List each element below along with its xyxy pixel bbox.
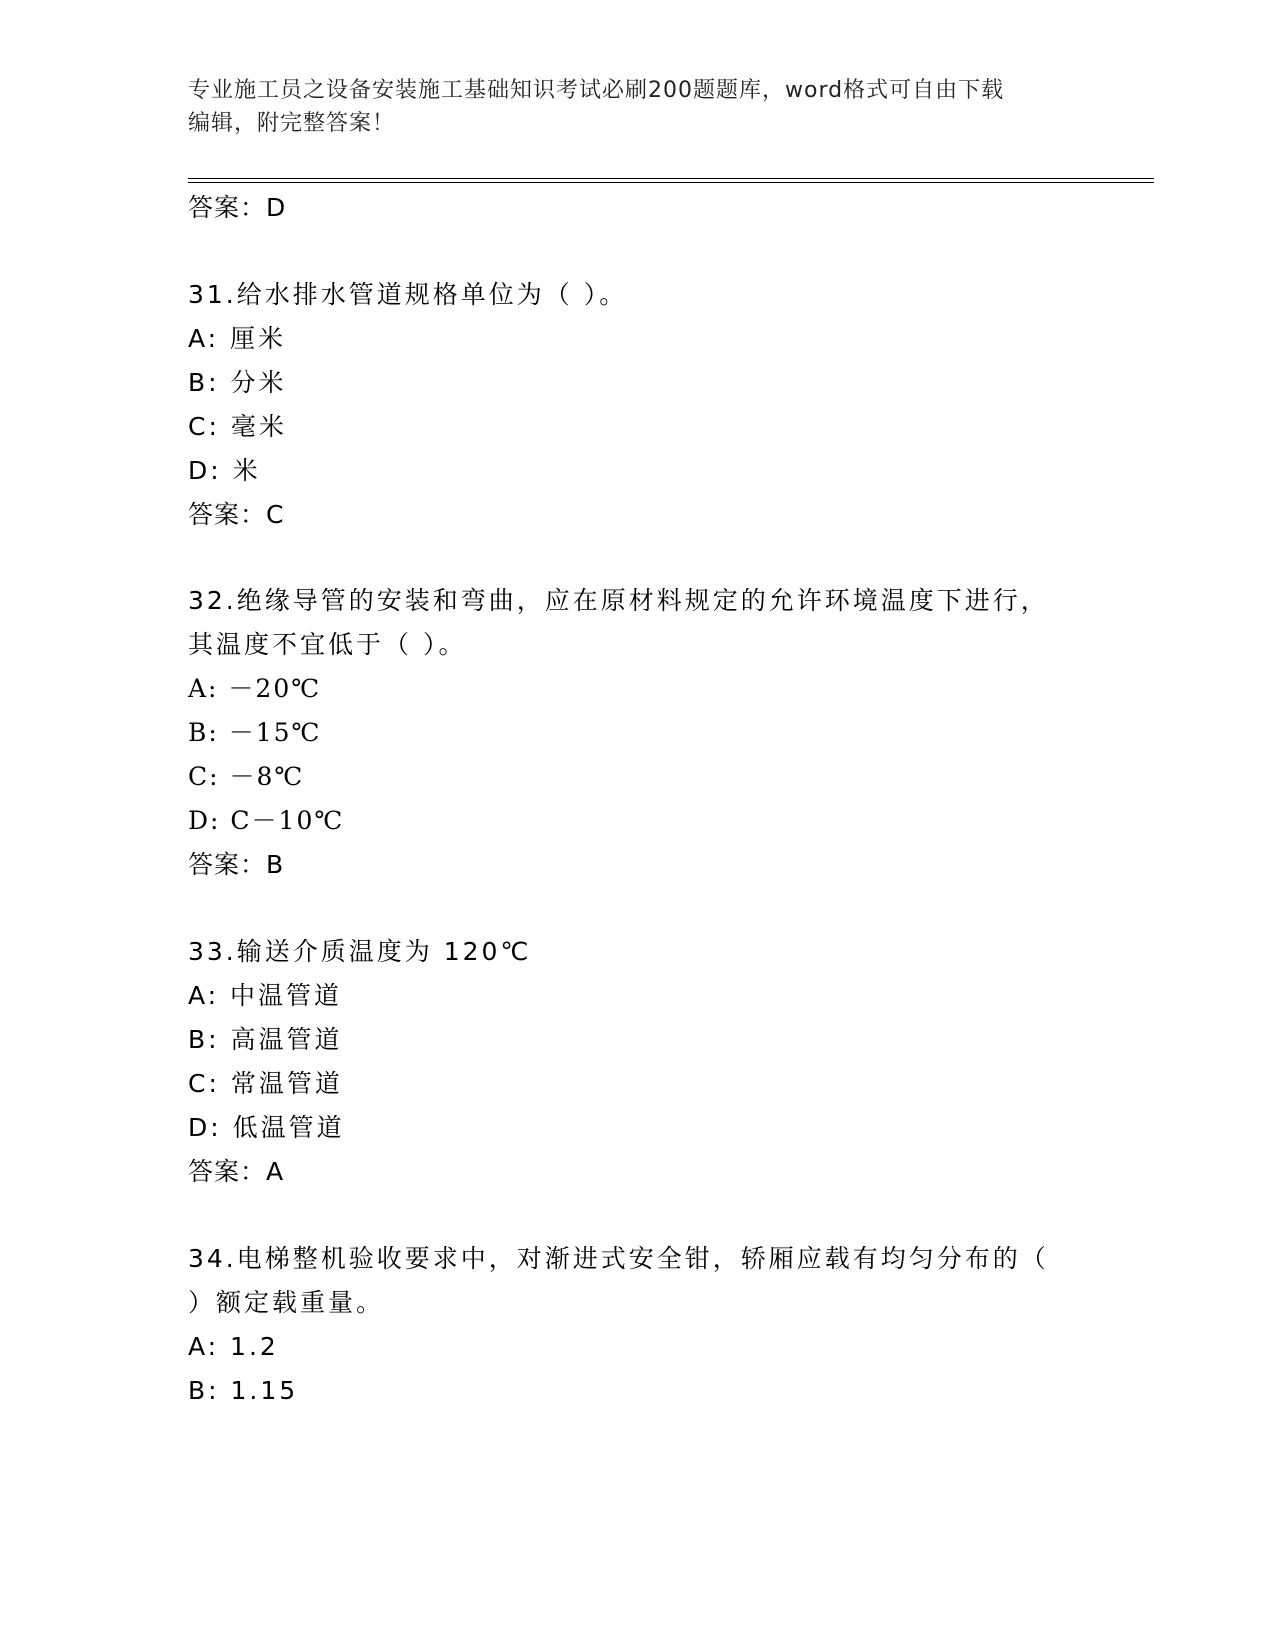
question-33-option-c: C: 常温管道	[188, 1069, 343, 1098]
question-32-stem-line-1: 32.绝缘导管的安装和弯曲，应在原材料规定的允许环境温度下进行，	[188, 586, 1049, 615]
question-34-option-a: A: 1.2	[188, 1332, 279, 1361]
question-31-stem: 31.给水排水管道规格单位为（ ）。	[188, 280, 628, 309]
question-34-stem-line-2: ）额定载重量。	[188, 1288, 385, 1317]
question-34-option-b: B: 1.15	[188, 1376, 299, 1405]
header-title-line-2: 编辑，附完整答案！	[188, 111, 396, 136]
question-31-option-c: C: 毫米	[188, 412, 287, 441]
answer-33: 答案：A	[188, 1157, 285, 1186]
question-32-option-a: A: －20℃	[188, 674, 322, 703]
question-31-option-b: B: 分米	[188, 368, 287, 397]
header-divider-bottom	[188, 182, 1154, 183]
answer-32: 答案：B	[188, 850, 285, 879]
header-title-line-1: 专业施工员之设备安装施工基础知识考试必刷200题题库，word格式可自由下载	[188, 78, 1005, 103]
question-32-option-d: D: C－10℃	[188, 806, 345, 835]
question-33-option-b: B: 高温管道	[188, 1025, 343, 1054]
question-33-option-d: D: 低温管道	[188, 1113, 345, 1142]
answer-30: 答案：D	[188, 193, 287, 222]
question-32-stem-line-2: 其温度不宜低于（ ）。	[188, 630, 467, 659]
question-33-stem: 33.输送介质温度为 120℃	[188, 937, 532, 966]
question-34-stem-line-1: 34.电梯整机验收要求中，对渐进式安全钳，轿厢应载有均匀分布的（	[188, 1244, 1049, 1273]
answer-31: 答案：C	[188, 500, 285, 529]
question-33-option-a: A: 中温管道	[188, 981, 343, 1010]
question-32-option-c: C: －8℃	[188, 762, 305, 791]
header-divider-top	[188, 178, 1154, 179]
question-31-option-a: A: 厘米	[188, 324, 287, 353]
question-31-option-d: D: 米	[188, 456, 261, 485]
document-header	[188, 74, 1068, 140]
question-32-option-b: B: －15℃	[188, 718, 322, 747]
